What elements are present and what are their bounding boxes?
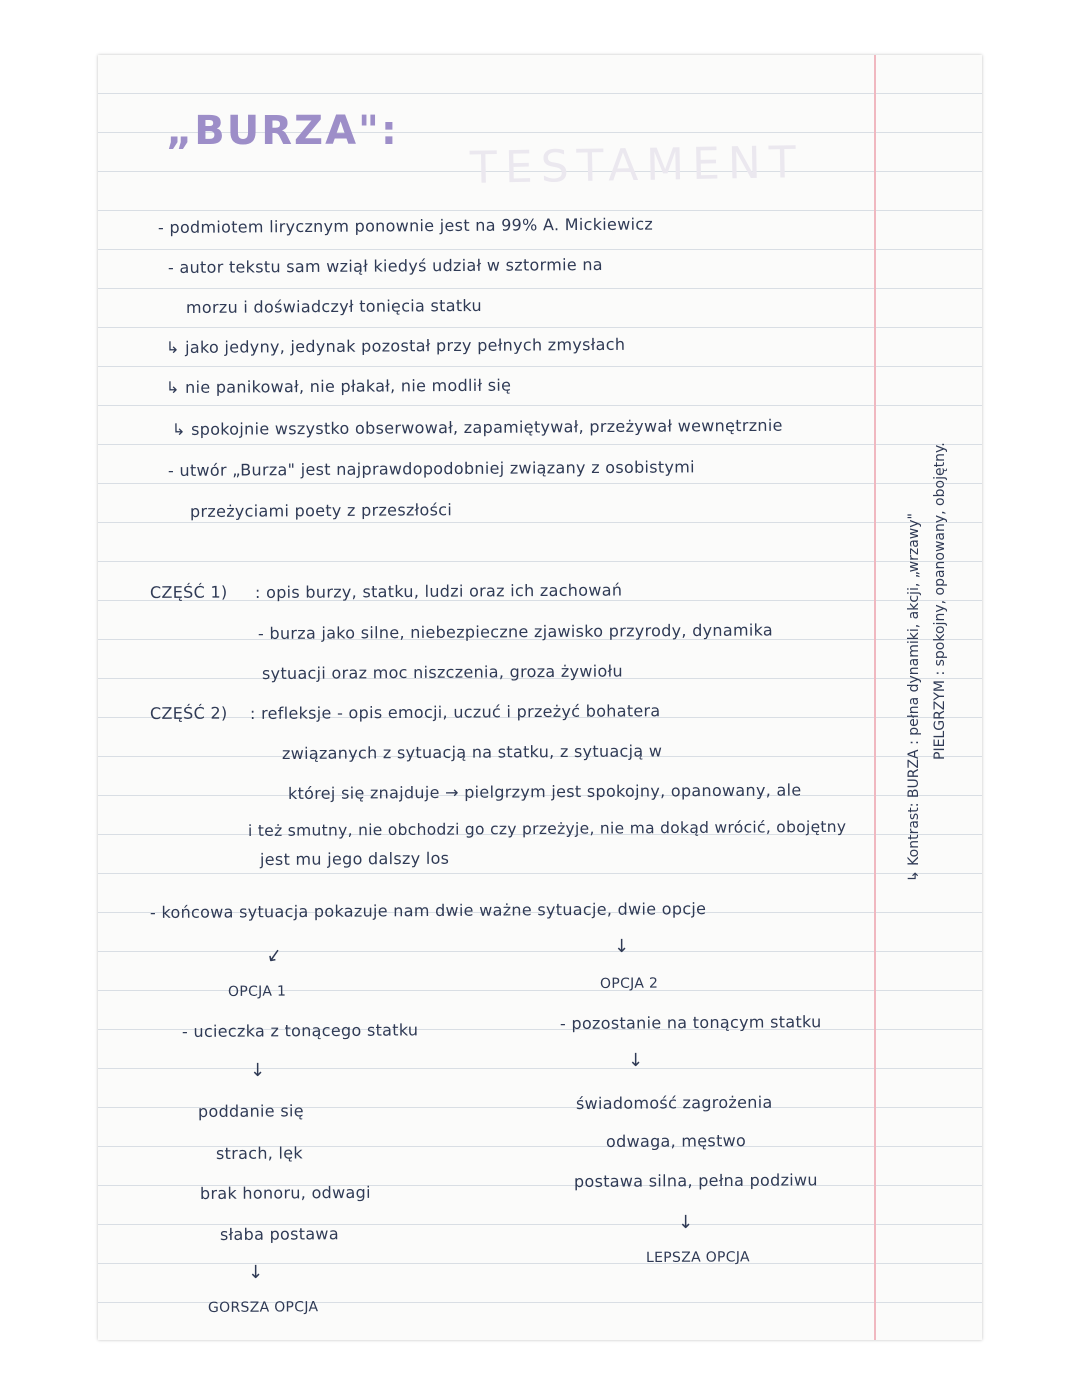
- option2-item: świadomość zagrożenia: [575, 1092, 773, 1113]
- intro-line: morzu i doświadczył tonięcia statku: [185, 295, 482, 317]
- arrow-down-icon: ↓: [248, 1262, 264, 1283]
- page-title: „BURZA":: [166, 108, 399, 154]
- arrow-down-left-icon: ↓: [261, 943, 286, 970]
- option2-head: - pozostanie na tonącym statku: [559, 1012, 822, 1033]
- option2-label: OPCJA 2: [599, 975, 659, 992]
- option1-item: poddanie się: [197, 1101, 304, 1121]
- part1-line: sytuacji oraz moc niszczenia, groza żywiołu: [261, 661, 623, 683]
- intro-line: ↳ nie panikował, nie płakał, nie modlił się: [165, 375, 512, 397]
- option1-label: OPCJA 1: [227, 983, 287, 1000]
- part1-line: : opis burzy, statku, ludzi oraz ich zachowań: [254, 580, 623, 602]
- option1-item: strach, lęk: [215, 1143, 304, 1163]
- part2-line: której się znajduje → pielgrzym jest spokojny, opanowany, ale: [287, 780, 802, 803]
- option2-item: odwaga, męstwo: [605, 1131, 747, 1151]
- intro-line: - autor tekstu sam wziął kiedyś udział w sztormie na: [167, 254, 603, 277]
- part2-line: : refleksje - opis emocji, uczuć i przeżyć bohatera: [249, 701, 661, 723]
- option2-result: LEPSZA OPCJA: [645, 1249, 750, 1266]
- arrow-down-icon: ↓: [614, 936, 630, 957]
- part1-line: - burza jako silne, niebezpieczne zjawisko przyrody, dynamika: [257, 620, 774, 643]
- part2-line: i też smutny, nie obchodzi go czy przeżyje, nie ma dokąd wrócić, obojętny: [247, 817, 847, 840]
- arrow-down-icon: ↓: [250, 1060, 266, 1081]
- option1-item: brak honoru, odwagi: [199, 1182, 371, 1203]
- option1-item: słaba postawa: [219, 1224, 339, 1244]
- arrow-down-icon: ↓: [628, 1050, 644, 1071]
- margin-line: [874, 55, 876, 1340]
- part2-line: związanych z sytuacją na statku, z sytuacją w: [281, 741, 663, 763]
- intro-line: - utwór „Burza" jest najprawdopodobniej związany z osobistymi: [167, 457, 695, 480]
- arrow-down-icon: ↓: [678, 1212, 694, 1233]
- option1-head: - ucieczka z tonącego statku: [181, 1020, 419, 1041]
- part2-line: jest mu jego dalszy los: [259, 848, 450, 869]
- side-note-line: ↳ Kontrast: BURZA : pełna dynamiki, akcji, „wrzawy": [906, 513, 922, 882]
- option1-result: GORSZA OPCJA: [207, 1299, 319, 1316]
- side-note-line: PIELGRZYM : spokojny, opanowany, obojętny.: [932, 442, 948, 760]
- bleed-through-text: TESTAMENT: [469, 137, 805, 194]
- option2-item: postawa silna, pełna podziwu: [573, 1170, 818, 1191]
- intro-line: przeżyciami poety z przeszłości: [189, 500, 453, 521]
- intro-line: ↳ jako jedyny, jedynak pozostał przy pełnych zmysłach: [165, 334, 626, 357]
- part2-label: CZĘŚĆ 2): [149, 703, 228, 723]
- intro-line: ↳ spokojnie wszystko obserwował, zapamiętywał, przeżywał wewnętrznie: [171, 415, 783, 439]
- ending-line: - końcowa sytuacja pokazuje nam dwie ważne sytuacje, dwie opcje: [149, 899, 707, 922]
- intro-line: - podmiotem lirycznym ponownie jest na 99% A. Mickiewicz: [157, 214, 654, 237]
- part1-label: CZĘŚĆ 1): [149, 582, 228, 602]
